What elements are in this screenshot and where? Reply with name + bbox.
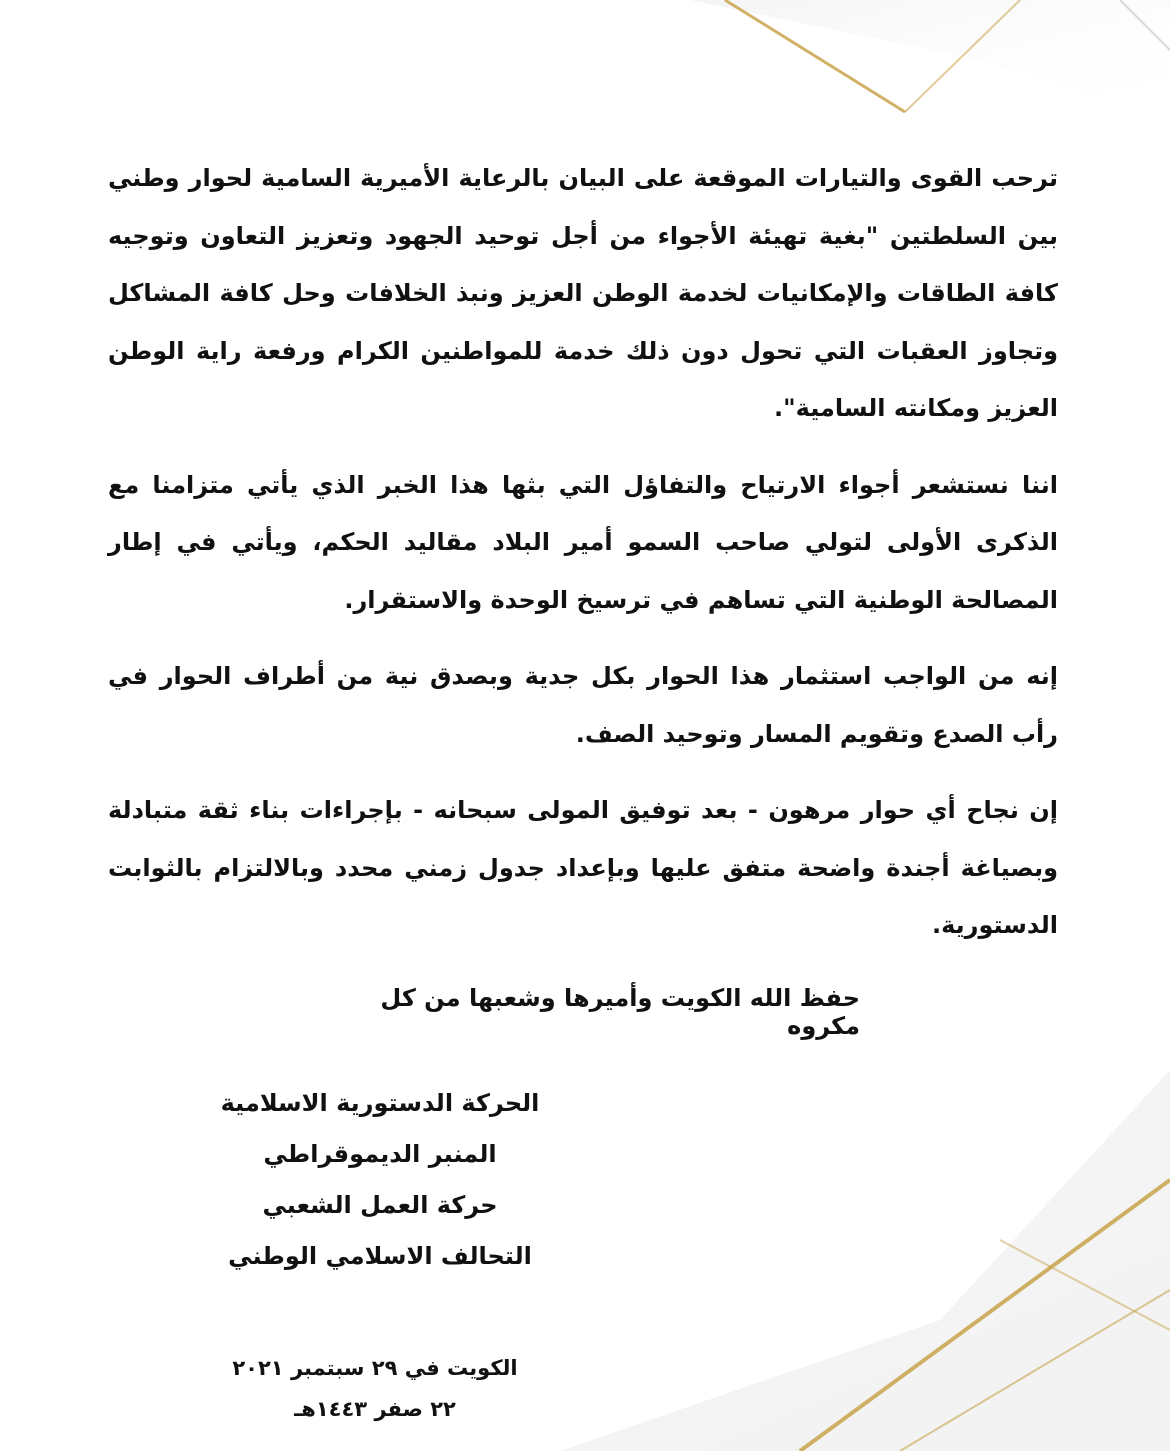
decor-top-gold-line [725, 0, 905, 112]
signatories-list [200, 1078, 560, 1282]
decor-bottom-gold-line [800, 1180, 1170, 1451]
signatory: المنبر الديموقراطي [263, 1140, 497, 1168]
signatory: التحالف الاسلامي الوطني [228, 1242, 532, 1270]
decor-top-silver-line [1120, 0, 1170, 50]
decor-bottom-gold-line-3 [1000, 1240, 1170, 1330]
paragraph-duty: إنه من الواجب استثمار هذا الحوار بكل جدية وبصدق نية من أطراف الحوار في رأب الصدع وتقويم المسار وتوحيد الصف. [108, 662, 1058, 748]
date-block [220, 1348, 530, 1430]
decor-bottom-gold-line-2 [900, 1290, 1170, 1451]
letter-body [108, 150, 1058, 974]
paragraph-success: إن نجاح أي حوار مرهون - بعد توفيق المولى سبحانه - بإجراءات بناء ثقة متبادلة وبصياغة أجندة واضحة متفق عليها وبإعداد جدول زمني محدد وبالالتزام بالثوابت الدستورية. [108, 796, 1058, 939]
decor-bottom-silver-2 [700, 1250, 1170, 1451]
hijri-date: ٢٢ صفر ١٤٤٣هـ [294, 1397, 456, 1421]
paragraph-relief: اننا نستشعر أجواء الارتياح والتفاؤل التي بثها هذا الخبر الذي يأتي متزامنا مع الذكرى الأولى لتولي صاحب السمو أمير البلاد مقاليد الحكم، ويأتي في إطار المصالحة الوطنية التي تساهم في ترسيخ الوحدة والاستقرار. [108, 470, 1058, 614]
signatory: حركة العمل الشعبي [262, 1191, 498, 1219]
decor-bottom-silver [560, 1070, 1170, 1451]
paragraph-welcome: ترحب القوى والتيارات الموقعة على البيان بالرعاية الأميرية السامية لحوار وطني بين السلطتين "بغية تهيئة الأجواء من أجل توحيد الجهود وتعزيز التعاون وتوجيه كافة الطاقات والإمكانيات لخدمة الوطن العزيز ونبذ الخلافات وحل كافة المشاكل وتجاوز العقبات التي تحول دون ذلك خدمة للمواطنين الكرام ورفعة راية الوطن العزيز ومكانته السامية". [108, 164, 1058, 422]
decor-top-gold-line-2 [905, 0, 1020, 112]
signatory: الحركة الدستورية الاسلامية [220, 1089, 540, 1117]
decor-top-silver [690, 0, 1170, 120]
closing-prayer: حفظ الله الكويت وأميرها وشعبها من كل مكروه [380, 984, 860, 1040]
gregorian-date: الكويت في ٢٩ سبتمبر ٢٠٢١ [232, 1356, 518, 1380]
